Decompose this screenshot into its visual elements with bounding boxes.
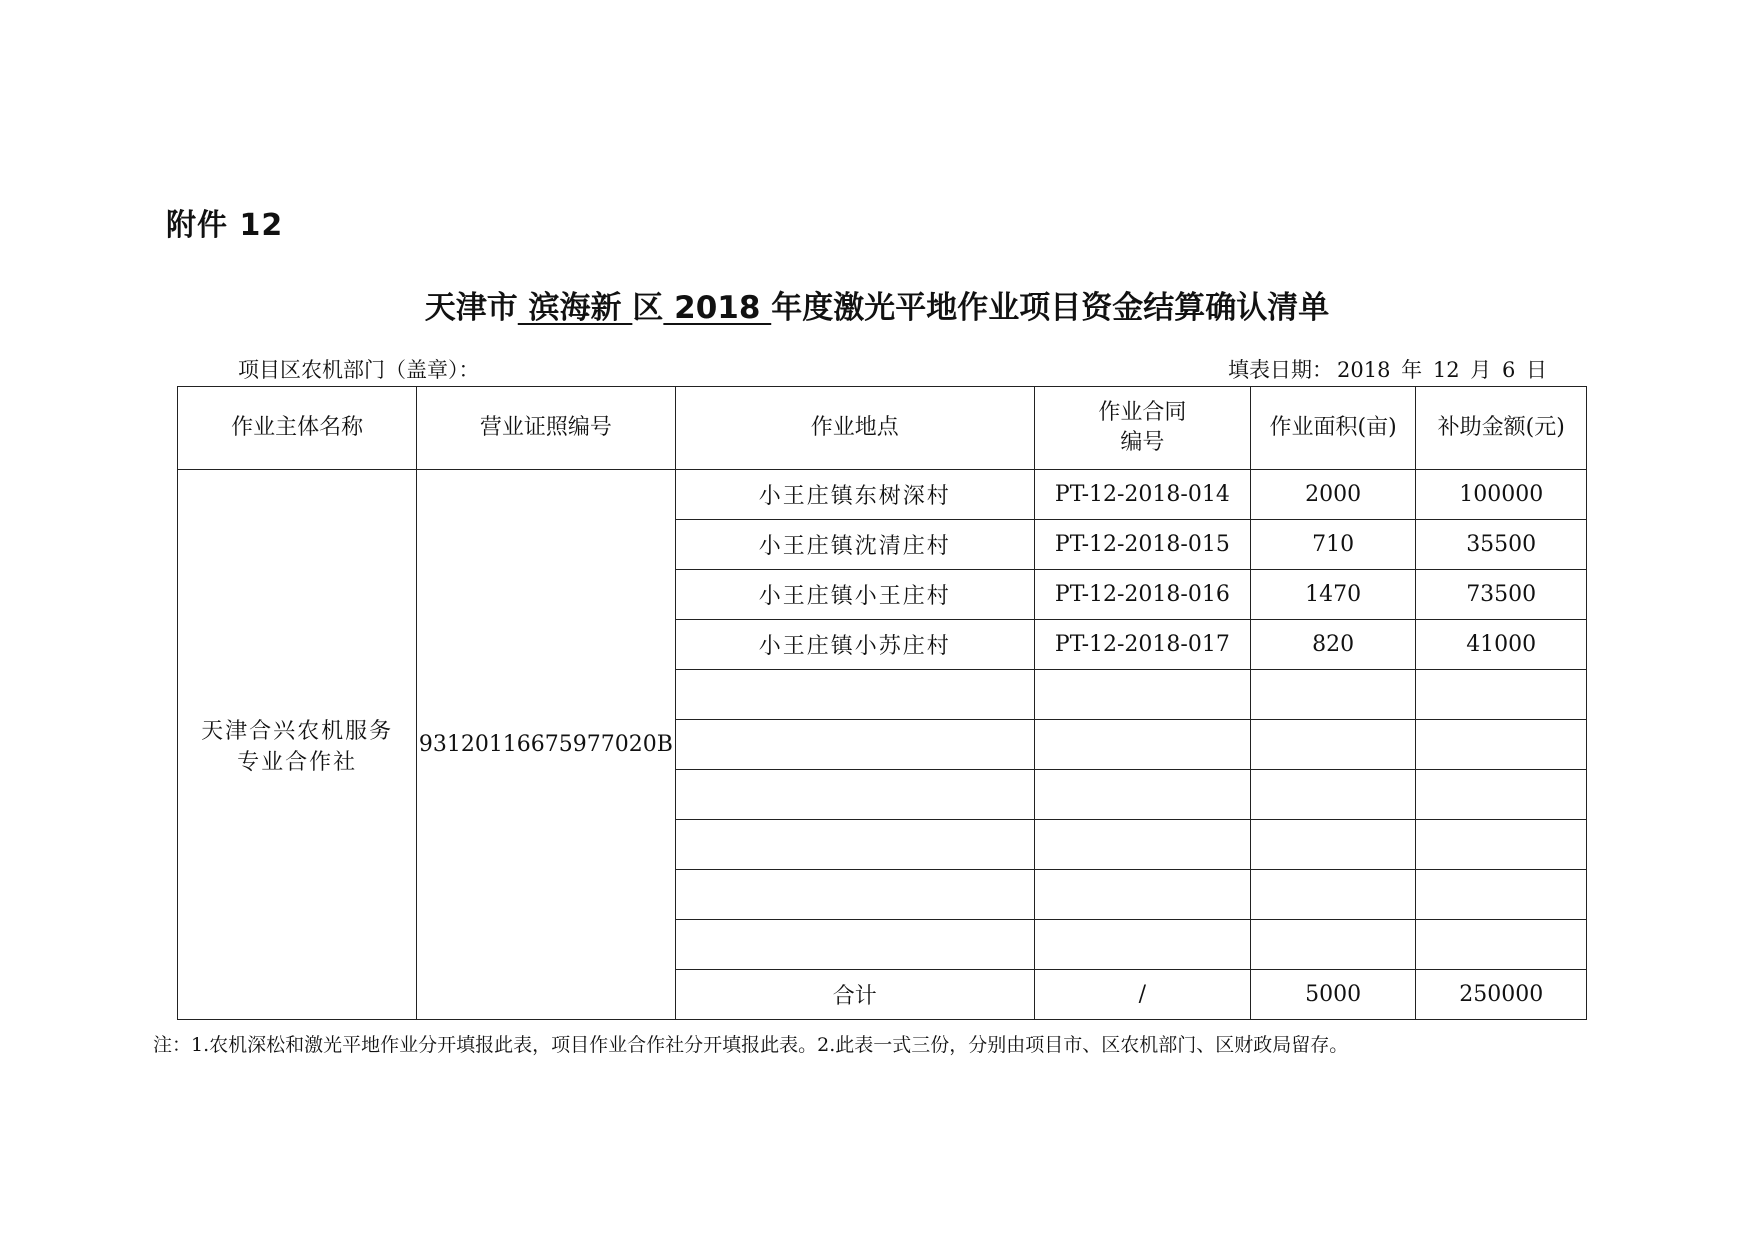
location-cell: 小王庄镇沈清庄村: [675, 520, 1034, 570]
total-contract: /: [1034, 970, 1250, 1020]
subsidy-cell: 73500: [1416, 570, 1587, 620]
empty-cell: [1250, 920, 1416, 970]
empty-cell: [675, 820, 1034, 870]
header-area: 作业面积(亩): [1250, 387, 1416, 470]
footnote: 注：1.农机深松和激光平地作业分开填报此表，项目作业合作社分开填报此表。2.此表一式三份，分别由项目市、区农机部门、区财政局留存。: [153, 1034, 1349, 1056]
empty-cell: [1034, 770, 1250, 820]
entity-name-line1: 天津合兴农机服务: [201, 718, 394, 744]
table-header-row: [178, 387, 1587, 470]
location-cell: 小王庄镇东树深村: [675, 470, 1034, 520]
header-entity: 作业主体名称: [178, 387, 417, 470]
area-cell: 1470: [1250, 570, 1416, 620]
license-number-cell: 93120116675977020B: [417, 470, 675, 1020]
table-row: [178, 470, 1587, 520]
location-cell: 小王庄镇小王庄村: [675, 570, 1034, 620]
title-prefix: 天津市: [424, 290, 518, 326]
header-contract: [1034, 387, 1250, 470]
total-subsidy: 250000: [1416, 970, 1587, 1020]
attachment-label: 附件 12: [166, 208, 284, 243]
fill-date: [1226, 354, 1549, 384]
date-day-char: 日: [1526, 358, 1547, 382]
settlement-table: [177, 386, 1587, 1020]
subsidy-cell: 35500: [1416, 520, 1587, 570]
subsidy-cell: 41000: [1416, 620, 1587, 670]
date-month-char: 月: [1470, 358, 1492, 382]
area-cell: 710: [1250, 520, 1416, 570]
total-area: 5000: [1250, 970, 1416, 1020]
empty-cell: [1250, 820, 1416, 870]
subsidy-cell: 100000: [1416, 470, 1587, 520]
entity-name-line2: 专业合作社: [237, 749, 358, 775]
header-contract-line2: 编号: [1120, 430, 1165, 455]
date-label: 填表日期：: [1228, 358, 1333, 382]
contract-cell: PT-12-2018-014: [1034, 470, 1250, 520]
header-subsidy: 补助金额(元): [1416, 387, 1587, 470]
title-suffix: 年度激光平地作业项目资金结算确认清单: [771, 290, 1330, 326]
empty-cell: [1416, 670, 1587, 720]
empty-cell: [1034, 820, 1250, 870]
location-cell: 小王庄镇小苏庄村: [675, 620, 1034, 670]
empty-cell: [1416, 870, 1587, 920]
date-day: 6: [1501, 358, 1516, 382]
contract-cell: PT-12-2018-015: [1034, 520, 1250, 570]
entity-name-cell: [178, 470, 417, 1020]
empty-cell: [1250, 670, 1416, 720]
title-district: 滨海新: [517, 290, 633, 326]
page-title: [0, 282, 1754, 327]
area-cell: 820: [1250, 620, 1416, 670]
dept-stamp-label: 项目区农机部门（盖章）：: [238, 358, 480, 382]
empty-cell: [675, 670, 1034, 720]
empty-cell: [675, 720, 1034, 770]
empty-cell: [675, 920, 1034, 970]
total-label: 合计: [675, 970, 1034, 1020]
empty-cell: [1034, 920, 1250, 970]
header-location: 作业地点: [675, 387, 1034, 470]
contract-cell: PT-12-2018-016: [1034, 570, 1250, 620]
date-year: 2018: [1337, 358, 1391, 382]
empty-cell: [1250, 870, 1416, 920]
empty-cell: [675, 770, 1034, 820]
empty-cell: [1250, 720, 1416, 770]
empty-cell: [1034, 870, 1250, 920]
empty-cell: [1416, 770, 1587, 820]
contract-cell: PT-12-2018-017: [1034, 620, 1250, 670]
title-year: 2018: [663, 290, 772, 326]
empty-cell: [675, 870, 1034, 920]
header-license: 营业证照编号: [417, 387, 675, 470]
area-cell: 2000: [1250, 470, 1416, 520]
empty-cell: [1250, 770, 1416, 820]
empty-cell: [1034, 720, 1250, 770]
date-year-char: 年: [1401, 358, 1423, 382]
empty-cell: [1034, 670, 1250, 720]
title-mid: 区: [632, 290, 664, 326]
empty-cell: [1416, 920, 1587, 970]
header-contract-line1: 作业合同: [1098, 400, 1187, 425]
empty-cell: [1416, 720, 1587, 770]
empty-cell: [1416, 820, 1587, 870]
date-month: 12: [1432, 358, 1460, 382]
